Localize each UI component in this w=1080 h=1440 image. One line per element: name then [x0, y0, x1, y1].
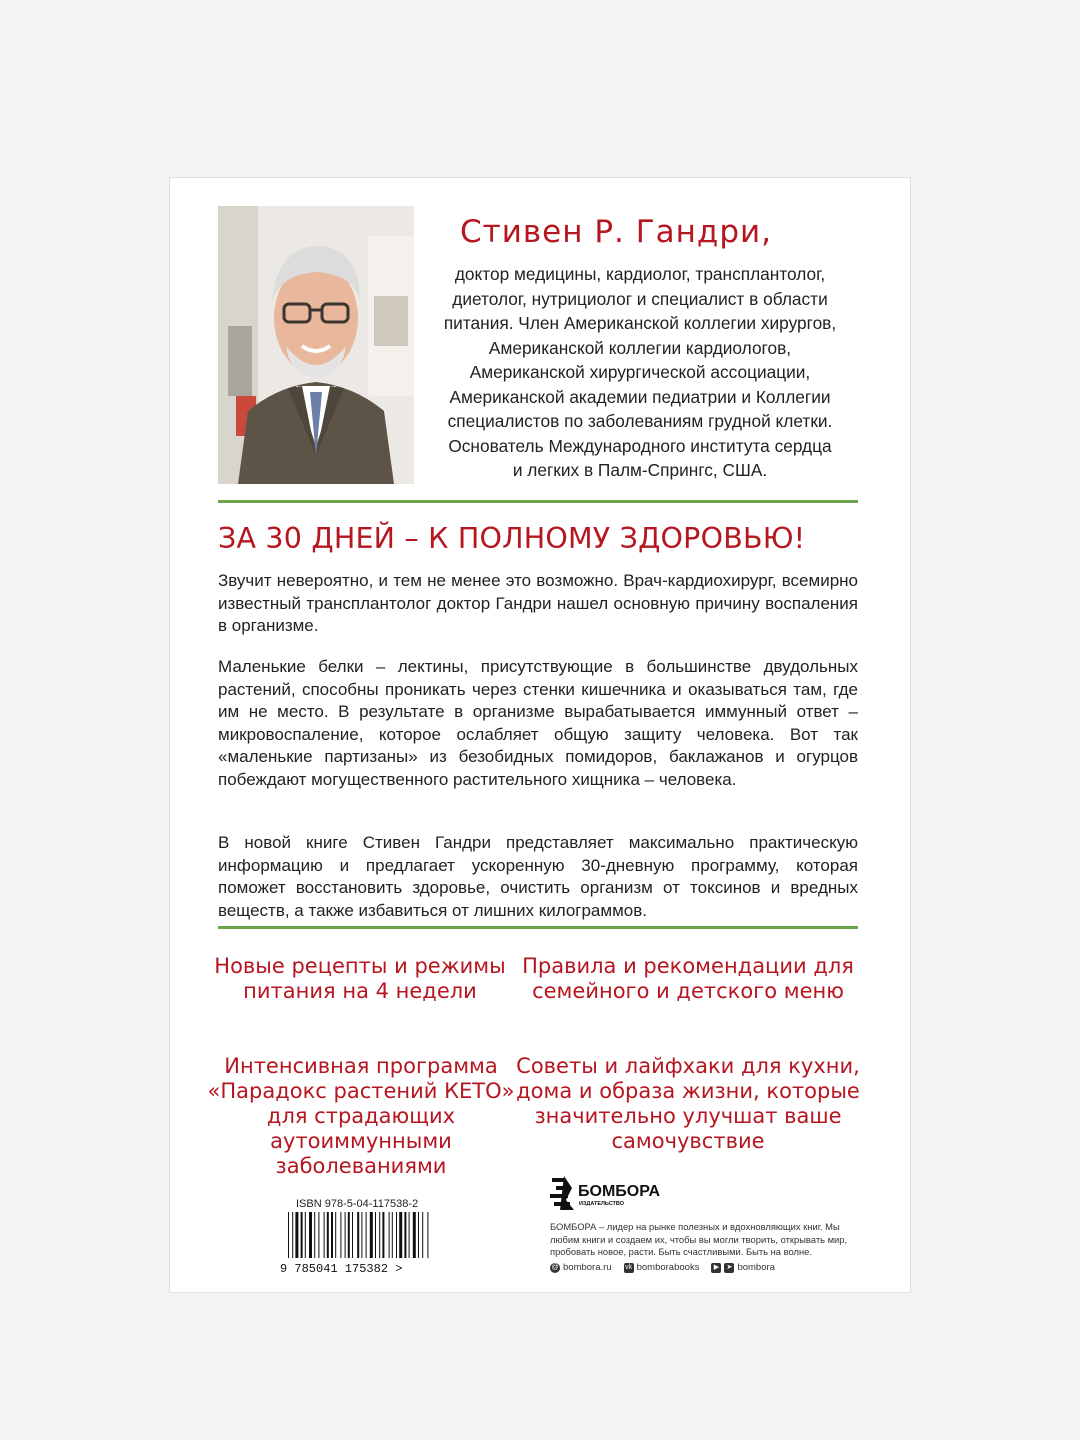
barcode-bar — [331, 1212, 333, 1258]
social-vk — [624, 1262, 700, 1273]
barcode-bar — [413, 1212, 416, 1258]
barcode-bar — [292, 1212, 293, 1258]
divider-bottom — [218, 926, 858, 929]
barcode-bar — [309, 1212, 312, 1258]
barcode-bar — [375, 1212, 376, 1258]
barcode-bar — [399, 1212, 402, 1258]
barcode-bar — [418, 1212, 419, 1258]
barcode-bar — [335, 1212, 336, 1258]
bio-line: Американской хирургической ассоциации, — [469, 362, 811, 382]
bio-line: и легких в Палм-Спрингс, США. — [512, 460, 768, 480]
telegram-icon: ➤ — [724, 1263, 734, 1273]
logo-name: БОМБОРА — [578, 1183, 661, 1200]
globe-icon: @ — [551, 1263, 559, 1271]
barcode-bar — [327, 1212, 329, 1258]
barcode-bar — [404, 1212, 406, 1258]
bio-line: питания. Член Американской коллегии хирургов, — [443, 313, 837, 333]
logo-subtitle: ИЗДАТЕЛЬСТВО — [579, 1201, 625, 1207]
barcode-bar — [305, 1212, 306, 1258]
barcode-bar — [392, 1212, 393, 1258]
barcode-bar — [409, 1212, 410, 1258]
barcode-bar — [314, 1212, 315, 1258]
feature-family-rules: Правила и рекомендации для семейного и детского меню — [522, 954, 854, 1003]
bio-line: доктор медицины, кардиолог, трансплантолог, — [454, 264, 826, 284]
barcode-bar — [348, 1212, 350, 1258]
author-portrait-illustration — [218, 206, 414, 484]
headline: ЗА 30 ДНЕЙ – К ПОЛНОМУ ЗДОРОВЬЮ! — [218, 522, 806, 555]
barcode-bar — [340, 1212, 341, 1258]
barcode-digits: 9 785041 175382 > — [280, 1262, 403, 1274]
social-vk-label: bomborabooks — [636, 1262, 700, 1273]
bio-line: Американской коллегии кардиологов, — [488, 337, 792, 358]
feature-keto-program: Интенсивная программа «Парадокс растений КЕТО» для страдающих аутоиммунными заболеваниями — [207, 1054, 515, 1178]
barcode-bar — [396, 1212, 397, 1258]
barcode — [280, 1212, 442, 1274]
barcode-bar — [288, 1212, 289, 1258]
publisher-socials — [550, 1262, 775, 1273]
author-name: Стивен Р. Гандри, — [460, 214, 772, 250]
feature-lifehacks: Советы и лайфхаки для кухни, дома и образа жизни, которые значительно улучшат ваше самочувствие — [516, 1054, 860, 1153]
video-icon: ▶ — [711, 1263, 721, 1273]
bombora-logo — [550, 1174, 670, 1216]
barcode-bar — [422, 1212, 423, 1258]
bio-line: Основатель Международного института сердца — [448, 435, 832, 456]
bio-line: специалистов по заболеваниям грудной клетки. — [447, 411, 833, 431]
barcode-bar — [318, 1212, 319, 1258]
paragraph-lectins: Маленькие белки – лектины, присутствующие в большинстве двудольных растений, способны проникать через стенки кишечника и оказываться там, где им не место. В результате в организме вырабатывается иммунный ответ – микровоспаление, которое ослабляет общую защиту человека. Вот так «маленькие партизаны» из безобидных помидоров, баклажанов и огурцов побеждают могущественного растительного хищника – человека. — [218, 657, 858, 789]
barcode-bar — [295, 1212, 298, 1258]
divider-top — [218, 500, 858, 503]
social-telegram-label: bombora — [737, 1262, 775, 1273]
barcode-bar — [379, 1212, 380, 1258]
publisher-description: БОМБОРА – лидер на рынке полезных и вдохновляющих книг. Мы любим книги и создаем их, чтобы вы могли творить, открывать мир, пробовать новое, расти. Быть счастливыми. Быть на волне. — [550, 1221, 848, 1257]
vk-icon: vk — [625, 1263, 633, 1271]
bombora-logo-icon — [550, 1176, 574, 1210]
social-video-telegram — [711, 1262, 775, 1273]
isbn-label: ISBN 978-5-04-117538-2 — [296, 1198, 419, 1210]
barcode-bar — [352, 1212, 353, 1258]
feature-recipes: Новые рецепты и режимы питания на 4 недели — [214, 954, 506, 1003]
book-back-cover — [170, 178, 910, 1292]
barcode-bar — [366, 1212, 367, 1258]
barcode-bar — [324, 1212, 325, 1258]
bio-line: диетолог, нутрициолог и специалист в области — [452, 288, 828, 309]
barcode-bar — [427, 1212, 428, 1258]
barcode-bar — [370, 1212, 373, 1258]
barcode-bar — [345, 1212, 346, 1258]
barcode-bar — [389, 1212, 390, 1258]
bio-line: Американской академии педиатрии и Коллегии — [449, 386, 831, 407]
barcode-bar — [357, 1212, 359, 1258]
author-photo — [218, 206, 414, 484]
paragraph-book: В новой книге Стивен Гандри представляет максимально практическую информацию и предлагает ускоренную 30-дневную программу, которая поможет восстановить здоровье, очистить организм от токсинов и вредных веществ, а также избавиться от лишних килограммов. — [218, 833, 858, 920]
paragraph-intro: Звучит невероятно, и тем не менее это возможно. Врач-кардиохирург, всемирно известный трансплантолог доктор Гандри нашел основную причину воспаления в организме. — [218, 571, 858, 635]
author-bio — [418, 262, 862, 483]
barcode-bar — [301, 1212, 303, 1258]
social-site-label: bombora.ru — [563, 1262, 612, 1273]
barcode-bar — [382, 1212, 384, 1258]
social-site — [550, 1262, 612, 1273]
barcode-bar — [361, 1212, 362, 1258]
